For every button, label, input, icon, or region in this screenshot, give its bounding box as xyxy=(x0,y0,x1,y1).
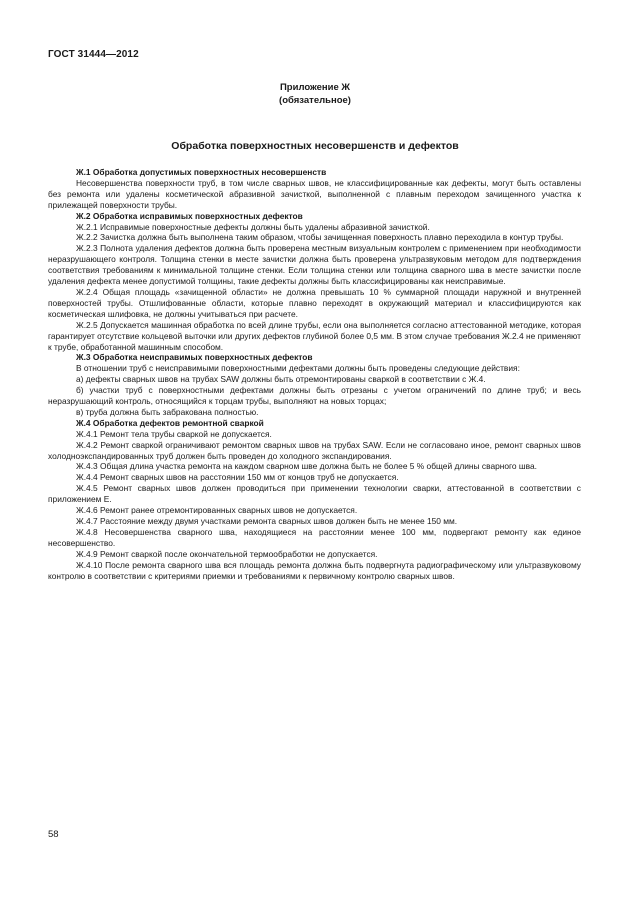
paragraph: Несовершенства поверхности труб, в том числе сварных швов, не классифицированные как дефекты, могут быть оставлены без ремонта или удалены косметической абразивной зачисткой, выполненной с плавным переходом зачищенного участка к прилежащей поверхности трубы. xyxy=(48,177,581,210)
paragraph: Ж.4.7 Расстояние между двумя участками ремонта сварных швов должен быть не менее 150 мм. xyxy=(76,516,458,526)
document-body xyxy=(48,167,581,581)
paragraph: Ж.2.3 Полнота удаления дефектов должна быть проверена местным визуальным контролем с применением при необходимости неразрушающего контроля. Толщина стенки в месте зачистки должна быть проверена ультразвуковым методом для подтверждения соответствия требованиям к минимальной толщине стенки. Если толщина стенки или толщина сварного шва в месте зачистки после удаления дефекта менее допустимой толщины, такие дефекты должны быть классифицированы как неисправимые. xyxy=(48,243,581,287)
paragraph: Ж.4.6 Ремонт ранее отремонтированных сварных швов не допускается. xyxy=(76,505,358,516)
paragraph: Ж.2.1 Исправимые поверхностные дефекты должны быть удалены абразивной зачисткой. xyxy=(76,221,430,232)
paragraph: Ж.4.4 Ремонт сварных швов на расстоянии 150 мм от концов труб не допускается. xyxy=(76,472,399,483)
subsection-heading: Ж.2 Обработка исправимых поверхностных дефектов xyxy=(76,210,303,221)
subsection-heading: Ж.3 Обработка неисправимых поверхностных дефектов xyxy=(76,352,313,363)
subsection-heading: Ж.1 Обработка допустимых поверхностных несовершенств xyxy=(76,167,327,177)
paragraph: Ж.4.10 После ремонта сварного шва вся площадь ремонта должна быть подвергнута радиографическому или ультразвуковому контролю в соответствии с критериями приемки и требованиями к первичному контролю сварных швов. xyxy=(48,559,581,581)
paragraph: Ж.4.1 Ремонт тела трубы сваркой не допускается. xyxy=(76,428,272,439)
paragraph: Ж.4.8 Несовершенства сварного шва, находящиеся на расстоянии менее 100 мм, подвергают ремонту как единое несовершенство. xyxy=(48,526,581,548)
paragraph: а) дефекты сварных швов на трубах SAW должны быть отремонтированы сваркой в соответствии с Ж.4. xyxy=(76,374,486,385)
subsection-heading: Ж.4 Обработка дефектов ремонтной сваркой xyxy=(76,417,264,428)
appendix-title: Приложение Ж xyxy=(279,82,351,93)
paragraph: б) участки труб с поверхностными дефектами должны быть отрезаны с учетом ограничений по длине труб; и весь неразрушающий контроль, относящийся к торцам трубы, выполняют на новых торцах; xyxy=(48,385,581,407)
paragraph: Ж.4.3 Общая длина участка ремонта на каждом сварном шве должна быть не более 5 % общей длины сварного шва. xyxy=(76,461,537,472)
section-title: Обработка поверхностных несовершенств и дефектов xyxy=(171,140,459,152)
paragraph: Ж.4.2 Ремонт сваркой ограничивают ремонтом сварных швов на трубах SAW. Если не согласовано иное, ремонт сварных швов холодноэкспандированных труб должен быть проведен до холодного экспандирования. xyxy=(48,439,581,461)
paragraph: Ж.2.4 Общая площадь «зачищенной области» не должна превышать 10 % суммарной площади наружной и внутренней поверхностей трубы. Отшлифованные области, которые плавно переходят в окружающий материал и классифицируются как косметическая шлифовка, не должны учитываться при расчете. xyxy=(48,286,581,319)
page-number: 58 xyxy=(48,829,59,840)
paragraph: в) труба должна быть забракована полностью. xyxy=(76,406,259,417)
paragraph: Ж.2.2 Зачистка должна быть выполнена таким образом, чтобы зачищенная поверхность плавно переходила в контур трубы. xyxy=(76,232,564,243)
paragraph: Ж.2.5 Допускается машинная обработка по всей длине трубы, если она выполняется согласно аттестованной методике, которая гарантирует отсутствие кольцевой выточки или других дефектов глубиной более 0,5 мм. В этом случае требования Ж.2.4 не применяют к трубе, обработанной машинным способом. xyxy=(48,319,581,352)
document-header: ГОСТ 31444—2012 xyxy=(48,49,139,60)
paragraph: В отношении труб с неисправимыми поверхностными дефектами должны быть проведены следующие действия: xyxy=(76,363,520,374)
appendix-subtitle: (обязательное) xyxy=(279,95,351,106)
paragraph: Ж.4.5 Ремонт сварных швов должен проводиться при применении технологии сварки, аттестованной в соответствии с приложением Е. xyxy=(48,483,581,505)
appendix-heading xyxy=(0,81,630,107)
paragraph: Ж.4.9 Ремонт сваркой после окончательной термообработки не допускается. xyxy=(76,548,378,559)
